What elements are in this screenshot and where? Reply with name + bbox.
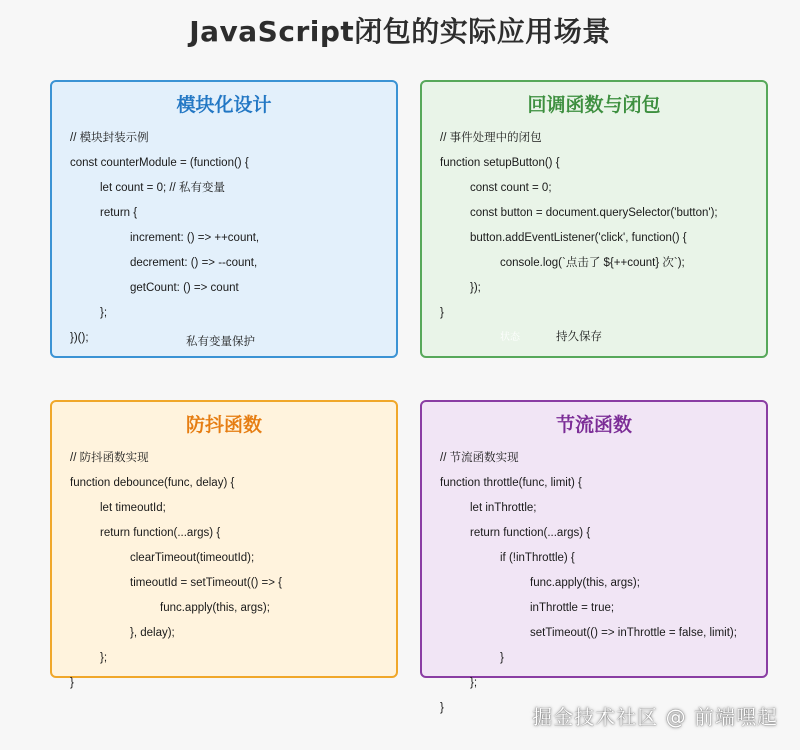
code-line: setTimeout(() => inThrottle = false, limit); — [530, 627, 737, 639]
code-line: let timeoutId; — [100, 502, 166, 514]
code-line: clearTimeout(timeoutId); — [130, 552, 255, 564]
code-line: function throttle(func, limit) { — [440, 477, 582, 489]
code-line: if (!inThrottle) { — [500, 552, 575, 564]
code-line: } — [500, 652, 504, 664]
annotation-faint-label: 状态 — [500, 332, 520, 343]
code-block — [440, 126, 758, 326]
code-line: }; — [100, 652, 108, 664]
code-line: inThrottle = true; — [530, 602, 615, 614]
code-line: }; — [100, 307, 108, 319]
code-line: // 节流函数实现 — [440, 452, 519, 464]
code-line: function setupButton() { — [440, 157, 560, 169]
code-line: const count = 0; — [470, 182, 552, 194]
module-pattern-card — [50, 80, 398, 358]
code-line: let inThrottle; — [470, 502, 537, 514]
card-title: 防抖函数 — [185, 414, 262, 436]
code-line: button.addEventListener('click', function() { — [470, 232, 687, 244]
code-line: } — [440, 702, 444, 714]
code-line: // 防抖函数实现 — [70, 452, 149, 464]
code-line: } — [440, 307, 444, 319]
code-line: }; — [470, 677, 478, 689]
page-title: JavaScript闭包的实际应用场景 — [189, 15, 611, 48]
code-line: timeoutId = setTimeout(() => { — [130, 577, 283, 589]
code-line: const button = document.querySelector('button'); — [470, 207, 718, 219]
code-line: let count = 0; // 私有变量 — [100, 182, 225, 194]
throttle-card — [420, 400, 768, 714]
annotation-label: 持久保存 — [556, 329, 602, 343]
annotation-label: 私有变量保护 — [186, 334, 255, 348]
code-line: increment: () => ++count, — [130, 232, 260, 244]
code-line: decrement: () => --count, — [130, 257, 258, 269]
card-title: 节流函数 — [555, 414, 632, 436]
watermark: 掘金技术社区 @ 前端嘿起 — [532, 705, 778, 729]
code-block — [70, 126, 388, 351]
code-line: function debounce(func, delay) { — [70, 477, 235, 489]
card-title: 回调函数与闭包 — [527, 94, 661, 116]
code-line: } — [70, 677, 74, 689]
debounce-card — [50, 400, 398, 689]
code-line: // 事件处理中的闭包 — [440, 132, 542, 144]
code-line: console.log(`点击了 ${++count} 次`); — [500, 257, 685, 269]
code-line: return { — [100, 207, 138, 219]
code-line: // 模块封装示例 — [70, 132, 149, 144]
code-line: }); — [470, 282, 481, 294]
code-line: return function(...args) { — [100, 527, 221, 539]
code-line: func.apply(this, args); — [160, 602, 270, 614]
code-line: return function(...args) { — [470, 527, 591, 539]
code-line: getCount: () => count — [130, 282, 239, 294]
callback-closure-card — [420, 80, 768, 358]
code-block — [70, 446, 388, 696]
code-line: })(); — [70, 332, 89, 344]
card-title: 模块化设计 — [176, 94, 272, 116]
code-line: const counterModule = (function() { — [70, 157, 249, 169]
code-line: }, delay); — [130, 627, 175, 639]
code-block — [440, 446, 758, 721]
code-line: func.apply(this, args); — [530, 577, 640, 589]
